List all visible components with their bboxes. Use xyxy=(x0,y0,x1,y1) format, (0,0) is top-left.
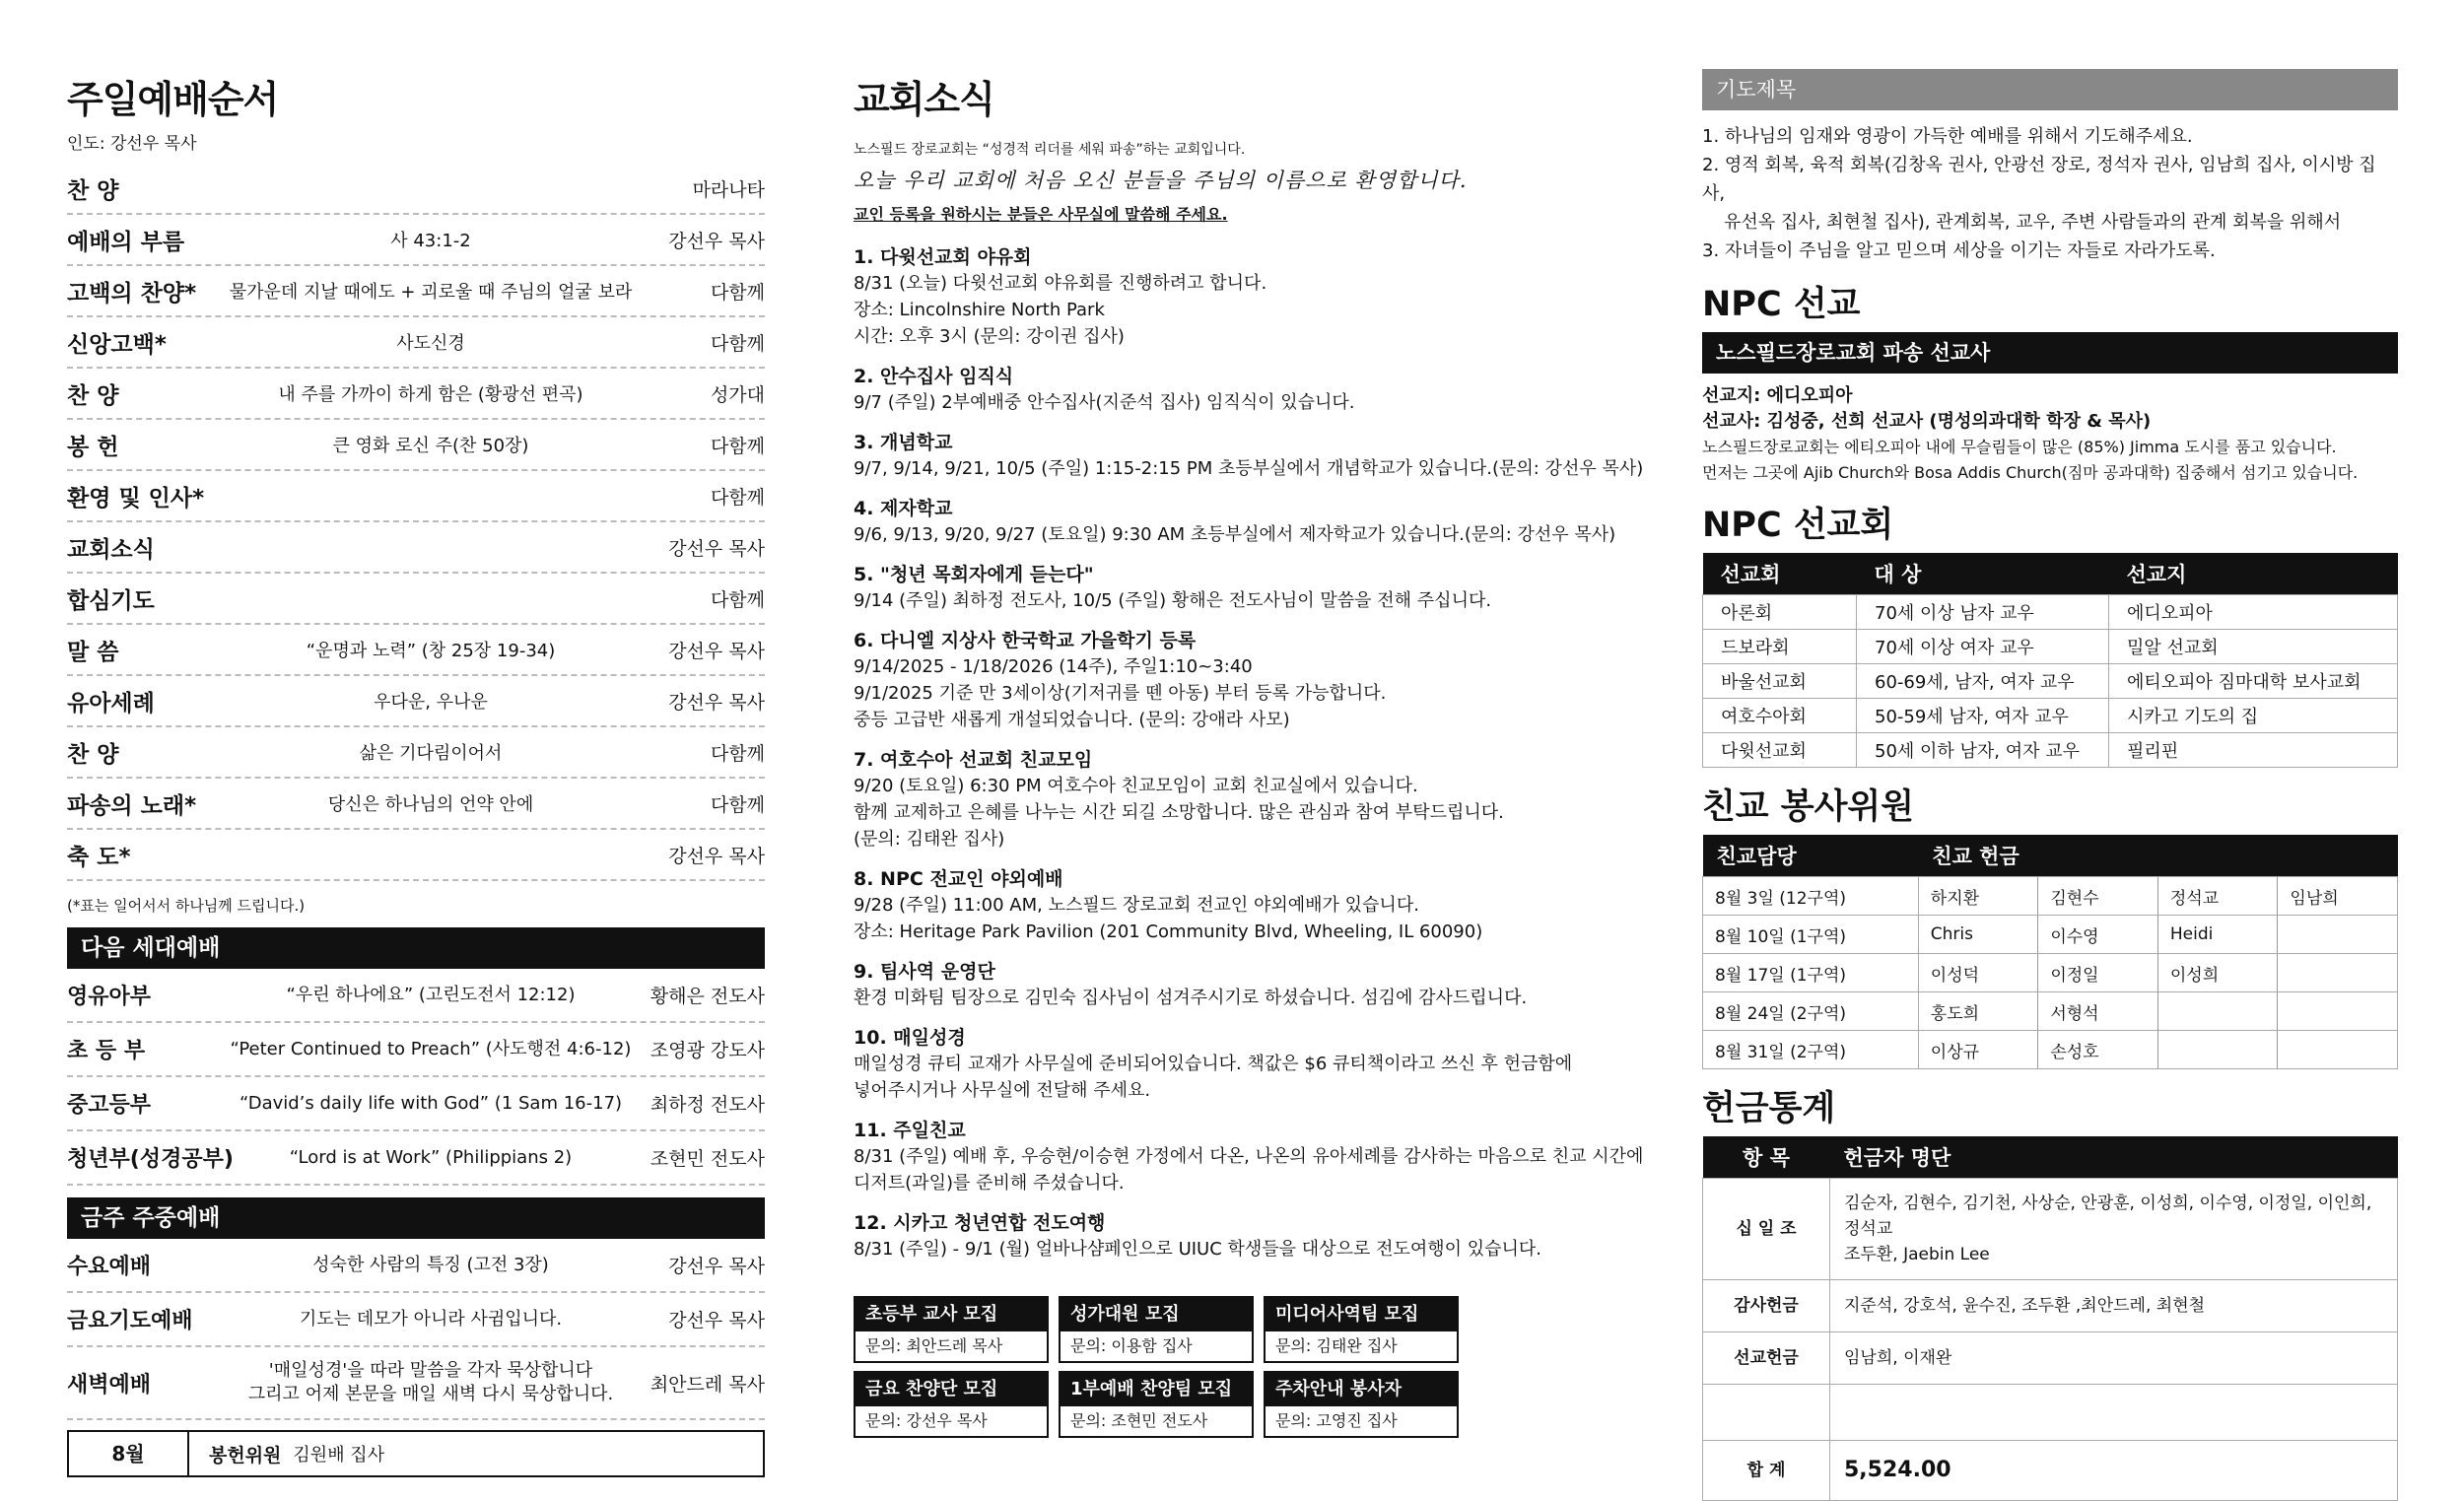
service-content-line: 성숙한 사람의 특징 (고전 3장) xyxy=(312,1254,549,1275)
offering-committee xyxy=(67,1430,765,1477)
group-cell: 필리핀 xyxy=(2109,733,2398,768)
group-cell: 에티오피아 짐마대학 보사교회 xyxy=(2109,664,2398,699)
order-by: 다함께 xyxy=(710,281,765,304)
offering-row xyxy=(1703,1280,2398,1332)
recruit-contact: 문의: 조현민 전도사 xyxy=(1070,1411,1208,1430)
fellowship-row xyxy=(1703,877,2398,916)
news-list xyxy=(854,244,1642,1262)
service-content-line: 기도는 데모가 아니라 사귐입니다. xyxy=(299,1308,563,1330)
recruit-box xyxy=(1264,1371,1459,1438)
recruit-contact: 문의: 고영진 집사 xyxy=(1275,1411,1398,1430)
fellowship-name: 김현수 xyxy=(2038,877,2158,916)
prayer-item: 3. 자녀들이 주님을 알고 믿으며 세상을 이기는 자들로 자라가도록. xyxy=(1702,240,2216,261)
news-line: 9/14 (주일) 최하정 전도사, 10/5 (주일) 황해은 전도사님이 말씀을 전해 주십니다. xyxy=(854,590,1492,611)
group-cell: 여호수아회 xyxy=(1703,699,1857,733)
offering-col-item: 항 목 xyxy=(1703,1136,1830,1179)
order-name: 찬 양 xyxy=(67,382,119,409)
committee-label: 봉헌위원 xyxy=(209,1444,282,1467)
committee-value: 김원배 집사 xyxy=(293,1445,385,1466)
recruit-box xyxy=(1059,1371,1254,1438)
news-line: 장소: Heritage Park Pavilion (201 Community Blvd, Wheeling, IL 60090) xyxy=(854,921,1483,942)
offering-names-line: 지준석, 강호석, 윤수진, 조두환 ,최안드레, 최현철 xyxy=(1844,1296,2206,1316)
recruit-contact: 문의: 김태완 집사 xyxy=(1275,1336,1398,1355)
service-row xyxy=(67,1131,765,1186)
news-heading: 6. 다니엘 지상사 한국학교 가을학기 등록 xyxy=(854,630,1197,651)
news-line: 환경 미화팀 팀장으로 김민숙 집사님이 섬겨주시기로 하셨습니다. 섬김에 감사드립니다. xyxy=(854,988,1528,1008)
offering-row xyxy=(1703,1385,2398,1441)
order-row xyxy=(67,369,765,420)
church-intro: 노스필드 장로교회는 “성경적 리더를 세워 파송”하는 교회입니다. xyxy=(854,142,1246,158)
news-line: 9/1/2025 기준 만 3세이상(기저귀를 뗀 아동) 부터 등록 가능합니다. xyxy=(854,683,1387,704)
order-row xyxy=(67,779,765,830)
news-line: 9/20 (토요일) 6:30 PM 여호수아 친교모임이 교회 친교실에서 있습니다. xyxy=(854,776,1418,796)
offering-total-label: 합 계 xyxy=(1703,1441,1830,1501)
news-line: 9/14/2025 - 1/18/2026 (14주), 주일1:10~3:40 xyxy=(854,656,1253,677)
order-by: 다함께 xyxy=(710,435,765,457)
service-row xyxy=(67,1347,765,1420)
service-by: 조현민 전도사 xyxy=(650,1148,765,1170)
service-by: 최안드레 목사 xyxy=(650,1373,765,1396)
group-row xyxy=(1703,664,2398,699)
fellowship-name: Heidi xyxy=(2157,916,2278,954)
order-name: 유아세례 xyxy=(67,690,155,716)
news-title: 교회소식 xyxy=(854,78,994,121)
fellowship-col-offering: 친교 헌금 xyxy=(1918,835,2397,877)
service-name: 영유아부 xyxy=(67,985,152,1009)
offering-total: 5,524.00 xyxy=(1830,1441,2398,1501)
offering-table xyxy=(1702,1136,2398,1501)
recruit-title: 초등부 교사 모집 xyxy=(856,1298,1047,1331)
group-row xyxy=(1703,595,2398,630)
news-line: 9/6, 9/13, 9/20, 9/27 (토요일) 9:30 AM 초등부실에서 제자학교가 있습니다.(문의: 강선우 목사) xyxy=(854,524,1616,545)
service-content-line: “Lord is at Work” (Philippians 2) xyxy=(289,1146,573,1168)
order-by: 다함께 xyxy=(710,486,765,509)
news-line: (문의: 김태완 집사) xyxy=(854,829,1005,850)
fellowship-name: 서형석 xyxy=(2038,992,2158,1031)
recruit-box xyxy=(1059,1296,1254,1363)
news-item xyxy=(854,747,1642,853)
order-name: 축 도* xyxy=(67,844,131,870)
service-content xyxy=(225,1359,637,1406)
group-cell: 다윗선교회 xyxy=(1703,733,1857,768)
news-item xyxy=(854,364,1642,416)
groups-col-field: 선교지 xyxy=(2109,553,2398,595)
news-heading: 3. 개념학교 xyxy=(854,432,953,453)
prayer-header: 기도제목 xyxy=(1702,69,2398,110)
group-row xyxy=(1703,699,2398,733)
service-content xyxy=(225,1146,637,1170)
news-line: 9/7 (주일) 2부예배중 안수집사(지준석 집사) 임직식이 있습니다. xyxy=(854,392,1355,413)
order-row xyxy=(67,625,765,676)
fellowship-name: 하지환 xyxy=(1918,877,2038,916)
group-row xyxy=(1703,630,2398,664)
news-item xyxy=(854,866,1642,945)
prayer-item: 유선옥 집사, 최현철 집사), 관계회복, 교우, 주변 사람들과의 관계 회복을 위해서 xyxy=(1724,212,2342,233)
prayer-item: 2. 영적 회복, 육적 회복(김창옥 권사, 안광선 장로, 정석자 권사, 임남희 집사, 이시방 집사, xyxy=(1702,155,2376,204)
order-content: 사 43:1-2 xyxy=(390,231,471,251)
mission-desc-2: 먼저는 그곳에 Ajib Church와 Bosa Addis Church(짐마 공과대학) 집중해서 섬기고 있습니다. xyxy=(1702,463,2359,482)
next-gen-header: 다음 세대예배 xyxy=(67,927,765,969)
service-content xyxy=(225,1254,637,1277)
weekday-header: 금주 주중예배 xyxy=(67,1197,765,1239)
news-column xyxy=(854,69,1642,1438)
service-row xyxy=(67,1293,765,1347)
weekday-list xyxy=(67,1239,765,1420)
recruit-contact: 문의: 이용함 집사 xyxy=(1070,1336,1193,1355)
fellowship-name: 이성희 xyxy=(2157,954,2278,992)
recruit-box xyxy=(1264,1296,1459,1363)
fellowship-name: 이성덕 xyxy=(1918,954,2038,992)
next-gen-list xyxy=(67,969,765,1186)
recruit-box xyxy=(854,1371,1049,1438)
fellowship-name: Chris xyxy=(1918,916,2038,954)
recruit-title: 1부예배 찬양팀 모집 xyxy=(1061,1373,1252,1406)
group-cell: 50-59세 남자, 여자 교우 xyxy=(1857,699,2109,733)
offering-names xyxy=(1830,1385,2398,1441)
order-name: 말 씀 xyxy=(67,639,119,665)
service-content-line: '매일성경'을 따라 말씀을 각자 묵상합니다 xyxy=(268,1360,593,1381)
news-line: 9/28 (주일) 11:00 AM, 노스필드 장로교회 전교인 야외예배가 있습니다. xyxy=(854,895,1419,916)
order-name: 찬 양 xyxy=(67,177,119,204)
service-name: 새벽예배 xyxy=(67,1372,152,1398)
fellowship-row xyxy=(1703,992,2398,1031)
groups-col-target: 대 상 xyxy=(1857,553,2109,595)
recruit-title: 성가대원 모집 xyxy=(1061,1298,1252,1331)
order-row xyxy=(67,164,765,215)
fellowship-title: 친교 봉사위원 xyxy=(1702,787,1915,827)
fellowship-name: 손성호 xyxy=(2038,1031,2158,1069)
group-row xyxy=(1703,733,2398,768)
recruit-contact: 문의: 강선우 목사 xyxy=(865,1411,988,1430)
order-by: 강선우 목사 xyxy=(668,691,765,714)
prayer-list xyxy=(1702,122,2398,265)
offering-names xyxy=(1830,1179,2398,1280)
order-content: 내 주를 가까이 하게 함은 (황광선 편곡) xyxy=(278,384,583,405)
service-name: 금요기도예배 xyxy=(67,1309,193,1333)
order-by: 다함께 xyxy=(710,742,765,765)
order-row xyxy=(67,266,765,317)
service-name: 수요예배 xyxy=(67,1255,152,1279)
fellowship-row xyxy=(1703,916,2398,954)
worship-title: 주일예배순서 xyxy=(67,78,279,121)
group-cell: 60-69세, 남자, 여자 교우 xyxy=(1857,664,2109,699)
order-row xyxy=(67,522,765,574)
service-by: 조영광 강도사 xyxy=(650,1040,765,1061)
groups-table xyxy=(1702,553,2398,768)
order-row xyxy=(67,727,765,779)
news-line: 중등 고급반 새롭게 개설되었습니다. (문의: 강애라 사모) xyxy=(854,710,1290,730)
fellowship-name xyxy=(2278,954,2398,992)
fellowship-name: 이정일 xyxy=(2038,954,2158,992)
order-content: “운명과 노력” (창 25장 19-34) xyxy=(306,641,556,661)
service-row xyxy=(67,969,765,1023)
news-line: 8/31 (주일) - 9/1 (월) 얼바나샴페인으로 UIUC 학생들을 대상으로 전도여행이 있습니다. xyxy=(854,1239,1542,1260)
fellowship-row xyxy=(1703,954,2398,992)
offering-names xyxy=(1830,1280,2398,1332)
offering-title: 헌금통계 xyxy=(1702,1089,1836,1128)
service-content-line: 그리고 어제 본문을 매일 새벽 다시 묵상합니다. xyxy=(247,1384,614,1404)
offering-col-names: 헌금자 명단 xyxy=(1830,1136,2398,1179)
order-content: 당신은 하나님의 언약 안에 xyxy=(327,794,534,815)
order-row xyxy=(67,420,765,471)
fellowship-name xyxy=(2157,1031,2278,1069)
group-cell: 50세 이하 남자, 여자 교우 xyxy=(1857,733,2109,768)
recruit-title: 금요 찬양단 모집 xyxy=(856,1373,1047,1406)
prayer-item: 1. 하나님의 임재와 영광이 가득한 예배를 위해서 기도해주세요. xyxy=(1702,126,2193,147)
offering-item: 십 일 조 xyxy=(1703,1179,1830,1280)
offering-item xyxy=(1703,1385,1830,1441)
service-row xyxy=(67,1239,765,1293)
order-content: 삶은 기다림이어서 xyxy=(359,743,503,764)
order-name: 봉 헌 xyxy=(67,434,119,460)
order-content: 물가운데 지날 때에도 + 괴로울 때 주님의 얼굴 보라 xyxy=(229,282,633,303)
standing-note: (*표는 일어서서 하나님께 드립니다.) xyxy=(67,897,306,915)
order-name: 환영 및 인사* xyxy=(67,485,205,512)
order-name: 합심기도 xyxy=(67,587,155,614)
group-cell: 드보라회 xyxy=(1703,630,1857,664)
news-line: 8/31 (주일) 예배 후, 우승현/이승현 가정에서 다온, 나온의 유아세례를 감사하는 마음으로 친교 시간에 xyxy=(854,1146,1644,1167)
fellowship-name: 정석교 xyxy=(2157,877,2278,916)
fellowship-name xyxy=(2278,1031,2398,1069)
news-heading: 11. 주일친교 xyxy=(854,1120,966,1141)
offering-names xyxy=(1830,1332,2398,1385)
order-name: 신앙고백* xyxy=(67,331,167,358)
fellowship-table xyxy=(1702,835,2398,1069)
right-column xyxy=(1702,69,2398,1501)
offering-item: 감사헌금 xyxy=(1703,1280,1830,1332)
registration-note: 교인 등록을 원하시는 분들은 사무실에 말씀해 주세요. xyxy=(854,205,1228,224)
offering-row xyxy=(1703,1179,2398,1280)
mission-desc-1: 노스필드장로교회는 에티오피아 내에 무슬림들이 많은 (85%) Jimma 도시를 품고 있습니다. xyxy=(1702,438,2337,456)
service-name: 청년부(성경공부) xyxy=(67,1147,234,1172)
welcome-message: 오늘 우리 교회에 처음 오신 분들을 주님의 이름으로 환영합니다. xyxy=(854,169,1468,192)
order-name: 고백의 찬양* xyxy=(67,280,197,307)
order-row xyxy=(67,317,765,369)
missionary-bar: 노스필드장로교회 파송 선교사 xyxy=(1702,332,2398,374)
order-by: 강선우 목사 xyxy=(668,845,765,867)
news-heading: 4. 제자학교 xyxy=(854,498,953,519)
service-content-line: “David’s daily life with God” (1 Sam 16-17) xyxy=(239,1092,623,1114)
order-row xyxy=(67,574,765,625)
service-row xyxy=(67,1023,765,1077)
news-heading: 9. 팀사역 운영단 xyxy=(854,961,995,983)
fellowship-date: 8월 17일 (1구역) xyxy=(1703,954,1919,992)
order-by: 강선우 목사 xyxy=(668,640,765,662)
order-name: 교회소식 xyxy=(67,536,155,563)
fellowship-name xyxy=(2278,916,2398,954)
service-content xyxy=(225,1038,637,1061)
news-item xyxy=(854,430,1642,482)
news-item xyxy=(854,244,1642,350)
news-line: 함께 교제하고 은혜를 나누는 시간 되길 소망합니다. 많은 관심과 참여 부탁드립니다. xyxy=(854,802,1504,823)
order-row xyxy=(67,471,765,522)
service-by: 강선우 목사 xyxy=(668,1310,765,1331)
group-cell: 시카고 기도의 집 xyxy=(2109,699,2398,733)
offering-names-line: 임남희, 이재완 xyxy=(1844,1348,1952,1368)
order-content: 우다운, 우나운 xyxy=(374,692,488,713)
offering-names-line: 조두환, Jaebin Lee xyxy=(1844,1245,1990,1264)
news-item xyxy=(854,1025,1642,1104)
fellowship-date: 8월 24일 (2구역) xyxy=(1703,992,1919,1031)
news-item xyxy=(854,562,1642,614)
order-by: 다함께 xyxy=(710,588,765,611)
news-item xyxy=(854,959,1642,1011)
group-cell: 밀알 선교회 xyxy=(2109,630,2398,664)
fellowship-name xyxy=(2157,992,2278,1031)
order-by: 강선우 목사 xyxy=(668,537,765,560)
service-content xyxy=(225,1092,637,1116)
order-row xyxy=(67,215,765,266)
worship-leader: 인도: 강선우 목사 xyxy=(67,134,197,154)
news-item xyxy=(854,1118,1642,1196)
group-cell: 70세 이상 여자 교우 xyxy=(1857,630,2109,664)
service-by: 황해은 전도사 xyxy=(650,986,765,1007)
service-content xyxy=(225,984,637,1007)
group-cell: 에디오피아 xyxy=(2109,595,2398,630)
news-heading: 12. 시카고 청년연합 전도여행 xyxy=(854,1212,1106,1234)
mission-info xyxy=(1702,383,2398,486)
news-line: 넣어주시거나 사무실에 전달해 주세요. xyxy=(854,1080,1151,1101)
order-name: 찬 양 xyxy=(67,741,119,768)
order-by: 다함께 xyxy=(710,332,765,355)
service-by: 강선우 목사 xyxy=(668,1256,765,1277)
news-heading: 7. 여호수아 선교회 친교모임 xyxy=(854,749,1093,771)
recruit-title: 주차안내 봉사자 xyxy=(1266,1373,1457,1406)
order-name: 파송의 노래* xyxy=(67,792,197,819)
service-content-line: “우린 하나에요” (고린도전서 12:12) xyxy=(286,984,576,1005)
offering-names-line: 김순자, 김현수, 김기천, 사상순, 안광훈, 이성희, 이수영, 이정일, 이인희, 정석교 xyxy=(1844,1194,2372,1239)
recruit-box xyxy=(854,1296,1049,1363)
order-row xyxy=(67,830,765,881)
news-item xyxy=(854,628,1642,733)
order-by: 마라나타 xyxy=(692,178,765,201)
order-content: 큰 영화 로신 주(찬 50장) xyxy=(332,436,529,456)
fellowship-name xyxy=(2278,992,2398,1031)
news-line: 8/31 (오늘) 다윗선교회 야유회를 진행하려고 합니다. xyxy=(854,273,1267,294)
mission-field: 선교지: 에디오피아 xyxy=(1702,385,1853,406)
recruit-boxes xyxy=(854,1296,1642,1438)
offering-item: 선교헌금 xyxy=(1703,1332,1830,1385)
npc-mission-title: NPC 선교 xyxy=(1702,285,1861,324)
service-by: 최하정 전도사 xyxy=(650,1094,765,1116)
groups-col-name: 선교회 xyxy=(1703,553,1857,595)
worship-column xyxy=(67,69,765,1477)
news-heading: 10. 매일성경 xyxy=(854,1027,966,1049)
service-content xyxy=(225,1308,637,1331)
fellowship-name: 홍도희 xyxy=(1918,992,2038,1031)
order-content: 사도신경 xyxy=(396,333,465,354)
order-by: 다함께 xyxy=(710,793,765,816)
fellowship-date: 8월 3일 (12구역) xyxy=(1703,877,1919,916)
news-heading: 8. NPC 전교인 야외예배 xyxy=(854,868,1063,890)
service-content-line: “Peter Continued to Preach” (사도행전 4:6-12) xyxy=(230,1038,632,1059)
service-name: 초 등 부 xyxy=(67,1039,146,1063)
news-line: 디저트(과일)를 준비해 주셨습니다. xyxy=(854,1173,1125,1194)
fellowship-name: 임남희 xyxy=(2278,877,2398,916)
news-line: 9/7, 9/14, 9/21, 10/5 (주일) 1:15-2:15 PM 초등부실에서 개념학교가 있습니다.(문의: 강선우 목사) xyxy=(854,458,1644,479)
service-name: 중고등부 xyxy=(67,1093,152,1118)
npc-groups-title: NPC 선교회 xyxy=(1702,506,1894,545)
news-line: 장소: Lincolnshire North Park xyxy=(854,300,1105,320)
news-heading: 2. 안수집사 임직식 xyxy=(854,366,1014,387)
news-item xyxy=(854,496,1642,548)
fellowship-name: 이수영 xyxy=(2038,916,2158,954)
order-row xyxy=(67,676,765,727)
group-cell: 70세 이상 남자 교우 xyxy=(1857,595,2109,630)
fellowship-name: 이상규 xyxy=(1918,1031,2038,1069)
fellowship-row xyxy=(1703,1031,2398,1069)
order-by: 강선우 목사 xyxy=(668,230,765,252)
group-cell: 바울선교회 xyxy=(1703,664,1857,699)
committee-month: 8월 xyxy=(69,1432,189,1475)
worship-order xyxy=(67,164,765,881)
news-heading: 5. "청년 목회자에게 듣는다" xyxy=(854,564,1094,585)
missionary-name: 선교사: 김성중, 선희 선교사 (명성의과대학 학장 & 목사) xyxy=(1702,411,2152,432)
news-item xyxy=(854,1210,1642,1262)
news-line: 매일성경 큐티 교재가 사무실에 준비되어있습니다. 책값은 $6 큐티책이라고 쓰신 후 헌금함에 xyxy=(854,1054,1573,1074)
news-line: 시간: 오후 3시 (문의: 강이권 집사) xyxy=(854,326,1125,347)
order-by: 성가대 xyxy=(710,383,765,406)
order-name: 예배의 부름 xyxy=(67,229,185,255)
fellowship-date: 8월 31일 (2구역) xyxy=(1703,1031,1919,1069)
recruit-title: 미디어사역팀 모집 xyxy=(1266,1298,1457,1331)
fellowship-col-duty: 친교담당 xyxy=(1703,835,1919,877)
offering-row xyxy=(1703,1332,2398,1385)
group-cell: 아론회 xyxy=(1703,595,1857,630)
fellowship-date: 8월 10일 (1구역) xyxy=(1703,916,1919,954)
service-row xyxy=(67,1077,765,1131)
recruit-contact: 문의: 최안드레 목사 xyxy=(865,1336,1003,1355)
news-heading: 1. 다윗선교회 야유회 xyxy=(854,246,1032,268)
